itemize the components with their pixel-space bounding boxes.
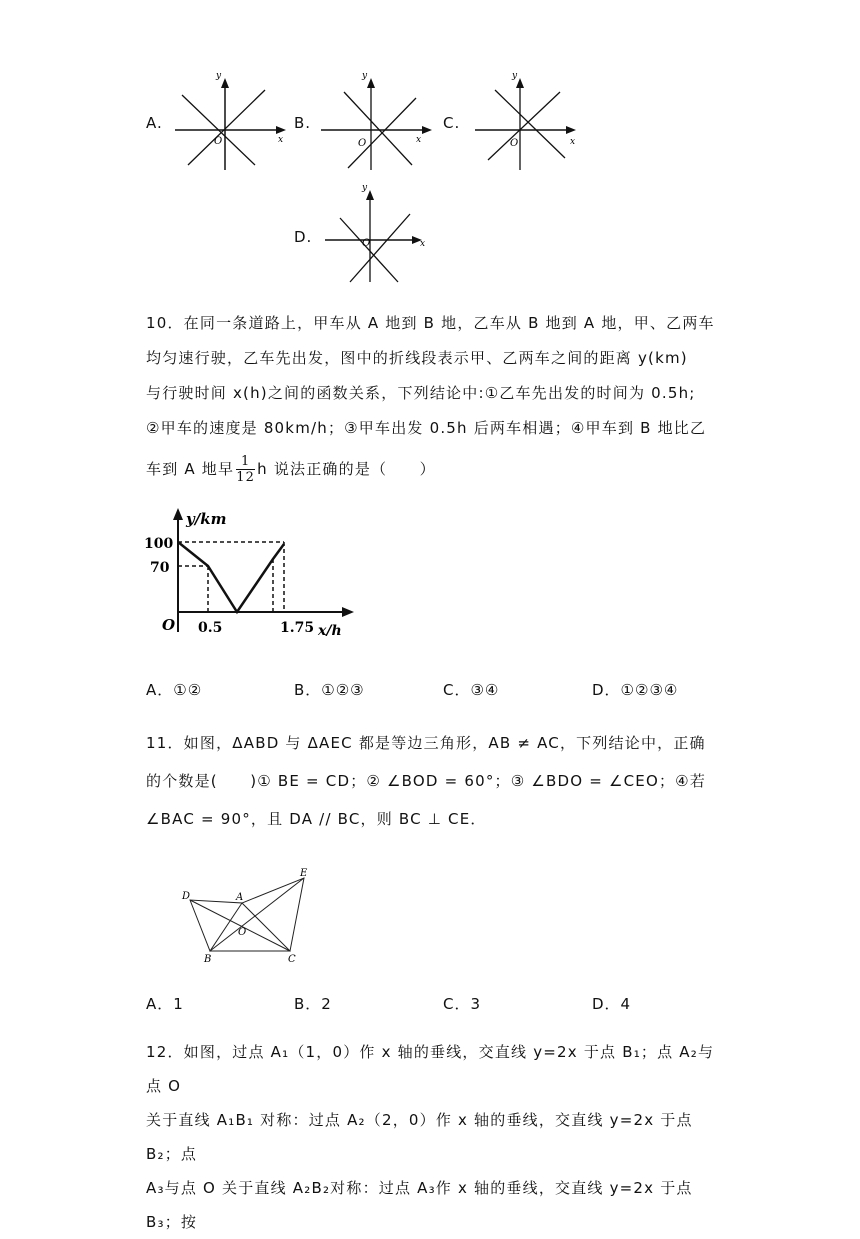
svg-text:x: x: [278, 135, 284, 145]
q12-stem: [146, 1035, 726, 1239]
q11-option-d: D．4: [592, 995, 632, 1013]
q11-line-3: ∠BAC = 90°，且 DA // BC，则 BC ⊥ CE．: [146, 810, 487, 828]
fraction: $\frac{1}{12}$: [236, 454, 256, 485]
q10-line-3: 与行驶时间 x(h)之间的函数关系，下列结论中:①乙车先出发的时间为 0.5h;: [146, 384, 696, 402]
svg-text:y: y: [512, 71, 518, 81]
q12-line-2: 关于直线 A₁B₁ 对称：过点 A₂（2，0）作 x 轴的垂线，交直线 y=2x 于点 B₂；点: [146, 1111, 693, 1163]
y-tick-100: 100: [144, 536, 174, 552]
svg-text:y: y: [216, 71, 222, 81]
q10-option-b: B．①②③: [294, 681, 365, 699]
x-tick-0.5: 0.5: [198, 620, 223, 636]
q10-stem: [146, 306, 726, 487]
q9-option-d-label: D.: [294, 228, 313, 246]
svg-text:C: C: [288, 954, 296, 964]
q11-option-c: C．3: [443, 995, 482, 1013]
svg-text:x: x: [570, 137, 576, 147]
svg-text:O: O: [510, 138, 519, 149]
q10-distance-graph: [140, 502, 370, 642]
q9-option-a-graph: [170, 70, 290, 175]
q10-option-a: A．①②: [146, 681, 203, 699]
svg-text:y: y: [362, 183, 368, 193]
q10-line-5: 车到 A 地早 $\frac{1}{12}$ h 说法正确的是（ ）: [146, 454, 436, 485]
svg-text:x: x: [416, 135, 422, 145]
svg-text:E: E: [300, 868, 308, 879]
q10-line-4: ②甲车的速度是 80km/h；③甲车出发 0.5h 后两车相遇；④甲车到 B 地比乙: [146, 419, 707, 437]
q10-line-2: 均匀速行驶，乙车先出发，图中的折线段表示甲、乙两车之间的距离 y(km): [146, 349, 688, 367]
q11-option-b: B．2: [294, 995, 332, 1013]
q11-line-2: 的个数是( )① BE = CD；② ∠BOD = 60°；③ ∠BDO = ∠CEO；④若: [146, 772, 707, 790]
q9-option-a-label: A.: [146, 114, 163, 132]
q9-option-c-graph: [470, 70, 590, 175]
q9-option-b-graph: [316, 70, 436, 175]
q9-option-c-label: C.: [443, 114, 461, 132]
q12-line-3: A₃与点 O 关于直线 A₂B₂对称：过点 A₃作 x 轴的垂线，交直线 y=2x 于点 B₃；按: [146, 1179, 693, 1231]
svg-text:A: A: [236, 892, 244, 903]
x-tick-1.75: 1.75: [280, 620, 315, 636]
q10-line-1: 10．在同一条道路上，甲车从 A 地到 B 地，乙车从 B 地到 A 地，甲、乙两车: [146, 314, 715, 332]
svg-text:O: O: [362, 238, 371, 249]
q11-stem: [146, 724, 726, 838]
svg-text:D: D: [182, 891, 191, 902]
svg-text:x: x: [420, 239, 426, 249]
svg-text:O: O: [214, 136, 223, 147]
svg-text:O: O: [358, 138, 367, 149]
svg-text:y: y: [362, 71, 368, 81]
q9-option-d-graph: [320, 182, 435, 287]
q12-line-1: 12．如图，过点 A₁（1，0）作 x 轴的垂线，交直线 y=2x 于点 B₁；点 A₂与点 O: [146, 1043, 715, 1095]
q11-option-a: A．1: [146, 995, 184, 1013]
q9-option-b-label: B.: [294, 114, 312, 132]
graph-origin: O: [162, 616, 176, 634]
graph-x-label: x/h: [318, 623, 342, 639]
q10-option-d: D．①②③④: [592, 681, 679, 699]
q11-line-1: 11．如图，ΔABD 与 ΔAEC 都是等边三角形，AB ≠ AC，下列结论中，正确: [146, 734, 706, 752]
q10-option-c: C．③④: [443, 681, 500, 699]
svg-text:B: B: [204, 954, 212, 964]
q11-triangle-figure: [178, 864, 318, 964]
svg-text:O: O: [238, 927, 247, 938]
y-tick-70: 70: [150, 560, 170, 576]
graph-y-label: y/km: [186, 510, 227, 528]
